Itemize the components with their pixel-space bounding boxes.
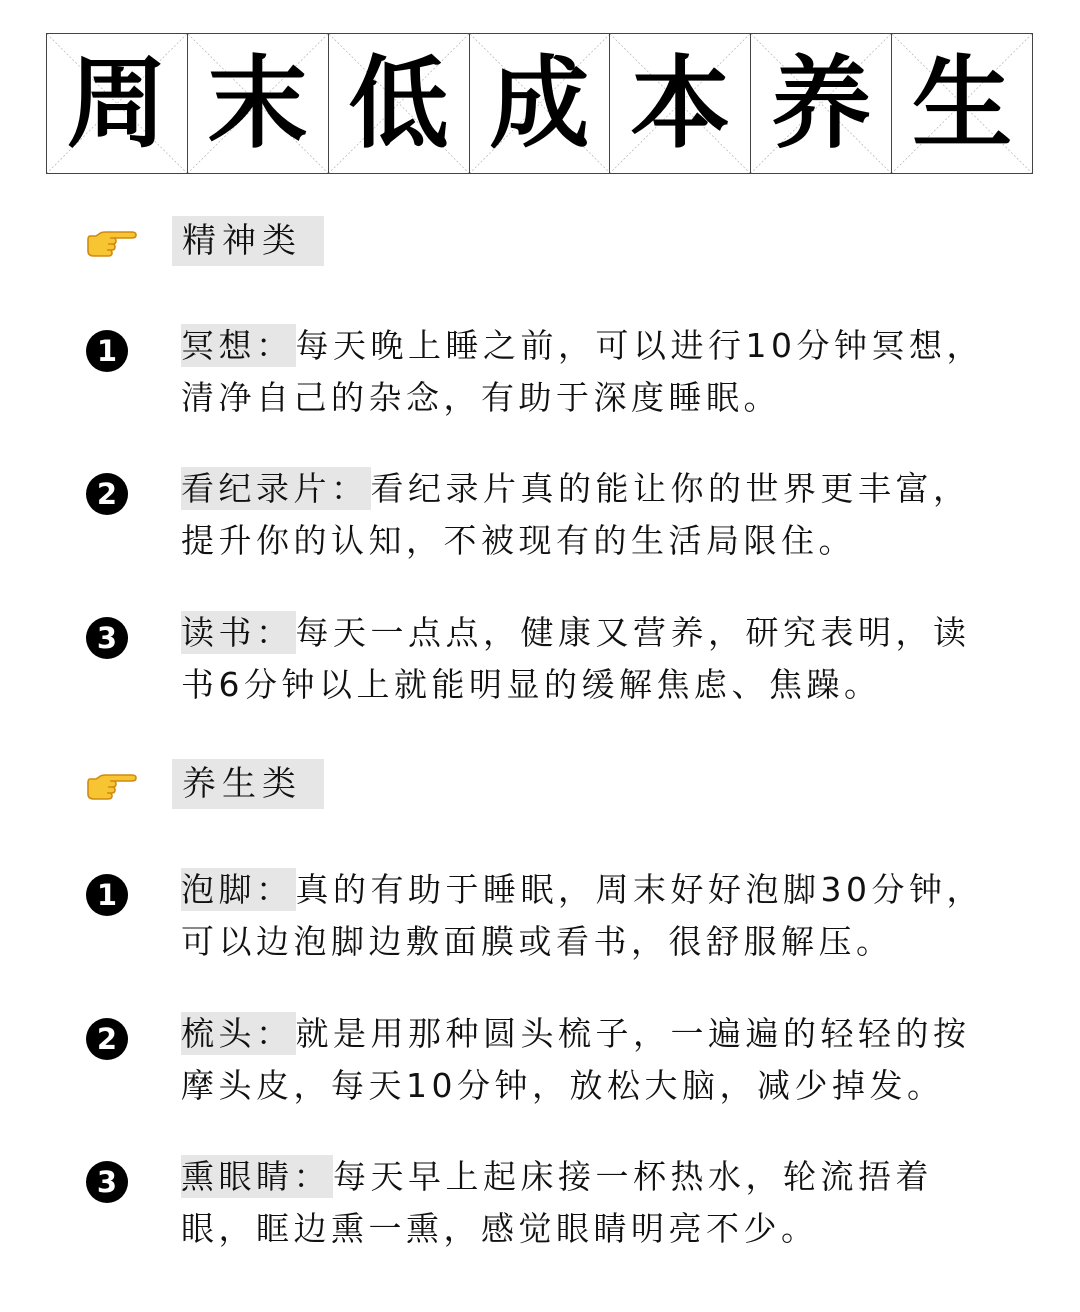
title-char: 低 (348, 44, 449, 162)
number-badge: 2 (86, 473, 128, 515)
title-cell (751, 34, 892, 173)
pointing-hand-icon (86, 223, 138, 259)
title-char: 养 (771, 44, 872, 162)
item-key: 读书： (181, 613, 294, 652)
title-cell (470, 34, 611, 173)
item-text (181, 1151, 996, 1255)
title-char: 成 (489, 44, 590, 162)
item-text (181, 320, 996, 424)
item-key: 冥想： (181, 326, 294, 365)
number-badge: 1 (86, 874, 128, 916)
item-text (181, 1008, 996, 1112)
section-header-health (86, 759, 324, 809)
title-cell (329, 34, 470, 173)
section-label: 养生类 (172, 759, 324, 809)
number-badge: 3 (86, 1161, 128, 1203)
title-char: 末 (207, 44, 308, 162)
title-grid (46, 33, 1033, 174)
section-label: 精神类 (172, 216, 324, 266)
item-body: 每天一点点，健康又营养，研究表明，读书6分钟以上就能明显的缓解焦虑、焦躁。 (181, 613, 971, 704)
item-key: 看纪录片： (181, 469, 369, 508)
item-body: 就是用那种圆头梳子，一遍遍的轻轻的按摩头皮，每天10分钟，放松大脑，减少掉发。 (181, 1014, 971, 1105)
item-body: 看纪录片真的能让你的世界更丰富，提升你的认知，不被现有的生活局限住。 (181, 469, 971, 560)
number-badge: 3 (86, 617, 128, 659)
number-badge: 1 (86, 330, 128, 372)
title-char: 周 (66, 44, 167, 162)
item-body: 真的有助于睡眠，周末好好泡脚30分钟，可以边泡脚边敷面膜或看书，很舒服解压。 (181, 870, 984, 961)
item-key: 熏眼睛： (181, 1157, 331, 1196)
title-char: 生 (912, 44, 1013, 162)
title-cell (610, 34, 751, 173)
item-text (181, 864, 996, 968)
item-body: 每天早上起床接一杯热水，轮流捂着眼，眶边熏一熏，感觉眼睛明亮不少。 (181, 1157, 933, 1248)
title-cell (892, 34, 1032, 173)
item-text (181, 607, 996, 711)
item-body: 每天晚上睡之前，可以进行10分钟冥想，清净自己的杂念，有助于深度睡眠。 (181, 326, 984, 417)
number-badge: 2 (86, 1018, 128, 1060)
title-cell (188, 34, 329, 173)
title-cell (47, 34, 188, 173)
pointing-hand-icon (86, 766, 138, 802)
section-header-spirit (86, 216, 324, 266)
item-key: 梳头： (181, 1014, 294, 1053)
item-key: 泡脚： (181, 870, 294, 909)
item-text (181, 463, 996, 567)
title-char: 本 (630, 44, 731, 162)
